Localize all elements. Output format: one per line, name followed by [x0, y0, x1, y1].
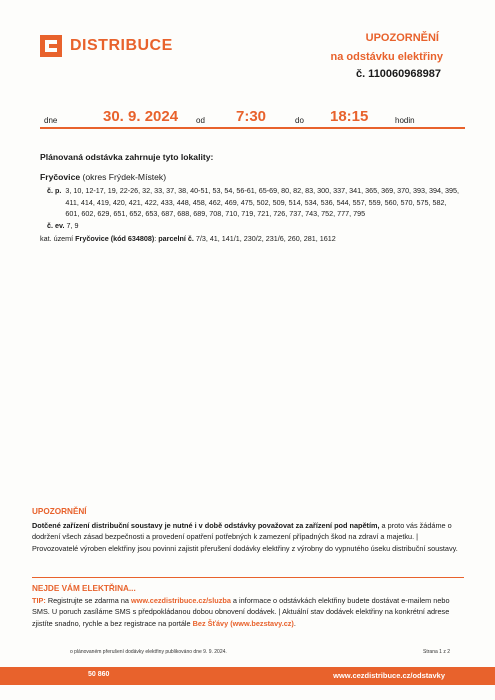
tip-text-3: . [293, 618, 296, 628]
footer-phone: 50 860 [88, 671, 110, 678]
footer-bar [0, 667, 495, 685]
localities-heading: Plánovaná odstávka zahrnuje tyto lokality: [40, 152, 214, 162]
registration-link[interactable]: www.cezdistribuce.cz/sluzba [130, 596, 231, 606]
to-value: 18:15 [330, 108, 369, 125]
parcel-label: parcelní č. [158, 234, 194, 244]
warning-bold-text: Dotčené zařízení distribuční soustavy je nutné i v době odstávky považovat za zařízení pod napětím, [32, 520, 380, 530]
warning-title: UPOZORNĚNÍ [32, 507, 87, 516]
kat-prefix: kat. území [40, 234, 74, 244]
logo-text: DISTRIBUCE [70, 37, 173, 54]
ce-label: č. ev. [47, 221, 65, 231]
warning-section [32, 506, 464, 554]
to-label: do [295, 116, 304, 125]
localities-section [40, 152, 460, 244]
cp-values: 3, 10, 12-17, 19, 22-26, 32, 33, 37, 38, 40-51, 53, 54, 56-61, 65-69, 80, 82, 83, 300, 337, 341, 365, 369, 370, 393, 394, 395, 411, 414, 419, 420, 421, 422, 433, 448, 458, 462, 469, 475, 502, 509, 514, 534, 536, 544, 557, 559, 560, 570, 575, 582, 601, 602, 629, 651, 652, 653, 687, 688, 689, 708, 710, 719, 721, 726, 737, 743, 752, 777, 795 [65, 186, 460, 218]
tip-section [32, 583, 464, 629]
tip-body [32, 595, 464, 629]
warning-body [32, 520, 464, 555]
town-line [40, 172, 460, 183]
cadastral-line: kat. území Fryčovice (kód 634808): parcelní č. 7/3, 41, 141/1, 230/2, 231/6, 260, 281, 1612 [40, 234, 336, 244]
date-row [40, 104, 465, 128]
from-label: od [196, 116, 205, 125]
kat-name: Fryčovice [75, 234, 109, 244]
cp-label: č. p. [47, 186, 62, 196]
bezstavy-link[interactable]: Bez Šťávy (www.bezstavy.cz) [192, 618, 294, 628]
kat-code: (kód 634808) [110, 234, 155, 244]
town-name: Fryčovice [40, 172, 81, 183]
tip-text-1: Registrujte se zdarma na [47, 596, 129, 606]
logo [40, 35, 173, 57]
notice-title: UPOZORNĚNÍ [365, 32, 439, 44]
footer-website-link[interactable]: www.cezdistribuce.cz/odstavky [333, 671, 445, 680]
date-label: dne [44, 116, 58, 125]
town-district: (okres Frýdek-Místek) [82, 172, 167, 183]
date-underline [40, 127, 465, 129]
hours-label: hodin [395, 116, 415, 125]
notice-number: č. 110060968987 [355, 68, 441, 80]
parcel-values: 7/3, 41, 141/1, 230/2, 231/6, 260, 281, 1612 [195, 234, 336, 244]
tip-text-2: a informace o odstávkách elektřiny budete dostávat e-mailem nebo SMS. U poruch zasíláme SMS s předpokládanou dobou obnovení dodávek. | Aktuální stav dodávek elektřiny na konkrétní adrese zjistíte snadno, rychle a bez registrace na portále [32, 596, 450, 628]
tip-label: TIP: [32, 596, 46, 606]
registry-numbers [40, 220, 460, 231]
house-numbers [40, 185, 460, 219]
date-value: 30. 9. 2024 [103, 108, 179, 125]
tip-title: NEJDE VÁM ELEKTŘINA... [32, 584, 136, 593]
ce-values: 7, 9 [66, 221, 79, 231]
from-value: 7:30 [236, 108, 267, 125]
published-note: o plánovaném přerušení dodávky elektřiny publikováno dne 9. 9. 2024. [70, 649, 227, 655]
section-divider [32, 577, 464, 578]
warning-text: a proto vás žádáme o dodržení všech zásad bezpečnosti a provedení opatření potřebných k zamezení případných škod na zdraví a majetku. | Provozovatelé výroben elektřiny jsou povinni zajistit přerušení dodávky elektřiny z výrobny do vypnutého úseku distribuční soustavy. [32, 520, 458, 553]
notice-subtitle: na odstávku elektřiny [330, 51, 443, 63]
cez-logo-icon [40, 35, 62, 57]
page-number: Strana 1 z 2 [423, 649, 450, 655]
